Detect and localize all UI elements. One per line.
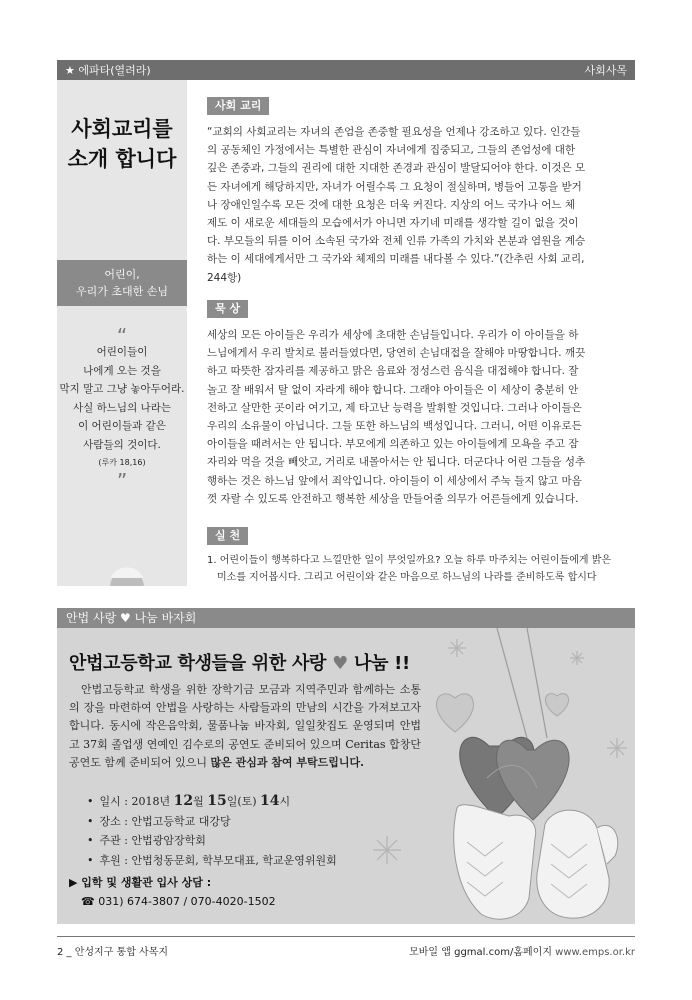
- footer-page-info: 2 _ 안성지구 통합 사목지: [57, 947, 169, 958]
- bazaar-title: [69, 649, 410, 675]
- contact-title: ▶ 입학 및 생활관 입사 상담 :: [69, 876, 212, 889]
- footer-links: [409, 943, 635, 958]
- event-sponsor: • 후원 : 안법청동문회, 학부모대표, 학교운영위원회: [87, 851, 337, 871]
- footer-website: www.emps.or.kr: [555, 947, 635, 958]
- date-month-unit: 월: [193, 795, 204, 808]
- meditation-line: 우리의 소유물이 아닙니다. 그들 또한 하느님의 백성입니다. 그러니, 어떤 이유로든: [207, 420, 582, 433]
- event-host: • 주관 : 안법광암장학회: [87, 831, 337, 851]
- meditation-line: 행하는 것은 하느님 앞에서 죄악입니다. 아이들이 이 세상에서 주눅 들지 않고 마음: [207, 474, 582, 487]
- doctrine-text: [207, 123, 635, 287]
- meditation-line: 아이들을 때려서는 안 됩니다. 부모에게 의존하고 있는 아이들에게 모욕을 주고 잠: [207, 438, 579, 451]
- section-header-bar: [57, 60, 635, 80]
- page-footer: [57, 936, 635, 960]
- bazaar-description: [69, 681, 421, 772]
- heart-icon: ♥: [332, 653, 348, 674]
- quote-line: 이 어린이들과 같은: [78, 420, 166, 432]
- date-month: 12: [173, 793, 194, 809]
- practice-line: 1. 어린이들이 행복하다고 느낄만한 일이 무엇일까요? 오늘 하루 마주치는 어린이들에게 밝은: [207, 555, 612, 566]
- quote-reference: (루카 18,16): [98, 458, 146, 467]
- contact-info: [69, 873, 276, 911]
- bazaar-title-text: 안법고등학교 학생들을 위한 사랑: [69, 653, 327, 674]
- quote-line: 나에게 오는 것을: [83, 364, 161, 377]
- doctrine-line: 다. 부모들의 뒤를 이어 소속된 국가와 전체 인류 가족의 가치와 본분과 염원을 계승: [207, 235, 586, 248]
- meditation-label: 묵 상: [207, 300, 248, 318]
- meditation-line: 자리와 먹을 것을 빼앗고, 거리로 내몰아서는 안 됩니다. 더군다나 어린 그들을 성추: [207, 456, 586, 469]
- doctrine-line: 깊은 존중과, 그들의 권리에 대한 지대한 존경과 관심이 발달되어야 한다. 이것은 모: [207, 162, 586, 175]
- meditation-line: 하고 따뜻한 잠자리를 제공하고 맑은 음료와 정성스런 음식을 대접해야 합니다. 잘: [207, 365, 579, 378]
- contact-phone: ☎ 031) 674-3807 / 070-4020-1502: [81, 895, 276, 908]
- practice-line: 미소를 지어봅시다. 그리고 어린이와 같은 마음으로 하느님의 나라를 준비하도록 합시다: [217, 572, 597, 583]
- bazaar-panel: [57, 608, 635, 924]
- date-hour-unit: 시: [279, 795, 291, 808]
- sidebar-panel: [57, 80, 187, 586]
- date-year: 2018년: [131, 795, 171, 808]
- meditation-line: 세상의 모든 아이들은 우리가 세상에 초대한 손님들입니다. 우리가 이 아이들을 하: [207, 329, 579, 341]
- sidebar-title-line-1: 사회교리를: [71, 117, 173, 141]
- doctrine-line: 하는 이 세대에게서만 그 국가와 체제의 미래를 내다볼 수 있다.”(간추린 사회 교리,: [207, 253, 585, 266]
- practice-text: [207, 552, 635, 586]
- pope-photo: [71, 550, 187, 586]
- practice-label: 실 천: [207, 527, 248, 545]
- date-weekday: 일(토): [226, 795, 257, 808]
- date-hour: 14: [260, 793, 280, 809]
- event-place: • 장소 : 안법고등학교 대강당: [87, 812, 337, 832]
- close-quote-icon: ”: [116, 469, 128, 493]
- sidebar-subtitle: [57, 260, 187, 306]
- quote-line: 막지 말고 그냥 놓아두어라.: [59, 383, 185, 395]
- meditation-line: 놀고 잘 배워서 탈 없이 자라게 해야 합니다. 그래야 아이들은 이 세상이 충분히 안: [207, 383, 579, 396]
- sidebar-subtitle-line-2: 우리가 초대한 손님: [75, 285, 168, 298]
- date-day: 15: [207, 793, 227, 809]
- meditation-text: [207, 326, 635, 508]
- bazaar-description-emphasis: 많은 관심과 참여 부탁드립니다.: [210, 755, 364, 769]
- doctrine-line: 244항): [207, 271, 242, 284]
- footer-app-text: 모바일 앱 ggmal.com/홈페이지: [409, 947, 552, 958]
- meditation-line: 껏 자랄 수 있도록 안전하고 행복한 세상을 만들어줄 의무가 어른들에게 있습니다.: [207, 492, 579, 505]
- quote-line: 어린이들이: [96, 346, 148, 358]
- quote-line: 사실 하느님의 나라는: [73, 401, 171, 414]
- scripture-quote: [57, 324, 187, 493]
- bazaar-title-text: 나눔 !!: [353, 653, 410, 674]
- sidebar-title: [57, 114, 187, 174]
- sidebar-subtitle-line-1: 어린이,: [104, 268, 140, 281]
- date-label: 일시 :: [99, 795, 132, 808]
- bazaar-bar: 안법 사랑 ♥ 나눔 바자회: [57, 608, 635, 628]
- event-details: [87, 792, 337, 870]
- doctrine-line: 의 공동체인 가정에서는 특별한 관심이 자녀에게 집중되고, 그들의 존엄성에 대한: [207, 144, 576, 157]
- open-quote-icon: “: [116, 324, 128, 348]
- meditation-line: 전하고 살만한 곳이라 여기고, 제 타고난 능력을 발휘할 것입니다. 그러나 아이들은: [207, 401, 582, 414]
- sidebar-title-line-2: 소개 합니다: [67, 147, 177, 171]
- doctrine-label: 사회 교리: [207, 97, 269, 115]
- bazaar-description-text: 안법고등학교 학생을 위한 장학기금 모금과 지역주민과 함께하는 소통의 장을 마련하여 안법을 사랑하는 사람들과의 만남의 시간을 가져보고자 합니다. 동시에 작은음악회, 물품나눔 바자회, 일일찻집도 운영되며 안법고 37회 졸업생 연예인 김수로의 공연도 준비되어 있으며 Ceritas 합창단 공연도 함께 준비되어 있으니: [69, 683, 421, 769]
- doctrine-line: 든 자녀에게 해당하지만, 자녀가 어릴수록 그 요청이 절실하며, 병들어 고통을 받거: [207, 180, 582, 193]
- doctrine-line: 나 장애인일수록 모든 것에 대한 요청은 더욱 커진다. 지상의 어느 국가나 어느 체: [207, 198, 575, 211]
- doctrine-line: “교회의 사회교리는 자녀의 존엄을 존중할 필요성을 언제나 강조하고 있다. 인간들: [207, 126, 581, 138]
- meditation-line: 느님에게서 우리 발치로 불러들였다면, 당연히 손님대접을 잘해야 마땅합니다. 깨끗: [207, 347, 586, 360]
- event-date: [87, 792, 337, 812]
- section-category: 사회사목: [584, 64, 627, 77]
- section-title: ★ 에파타(열려라): [65, 64, 151, 77]
- quote-line: 사람들의 것이다.: [83, 438, 161, 451]
- doctrine-line: 제도 이 새로운 세대들의 모습에서가 아니면 자기네 미래를 생각할 길이 없을 것이: [207, 217, 579, 230]
